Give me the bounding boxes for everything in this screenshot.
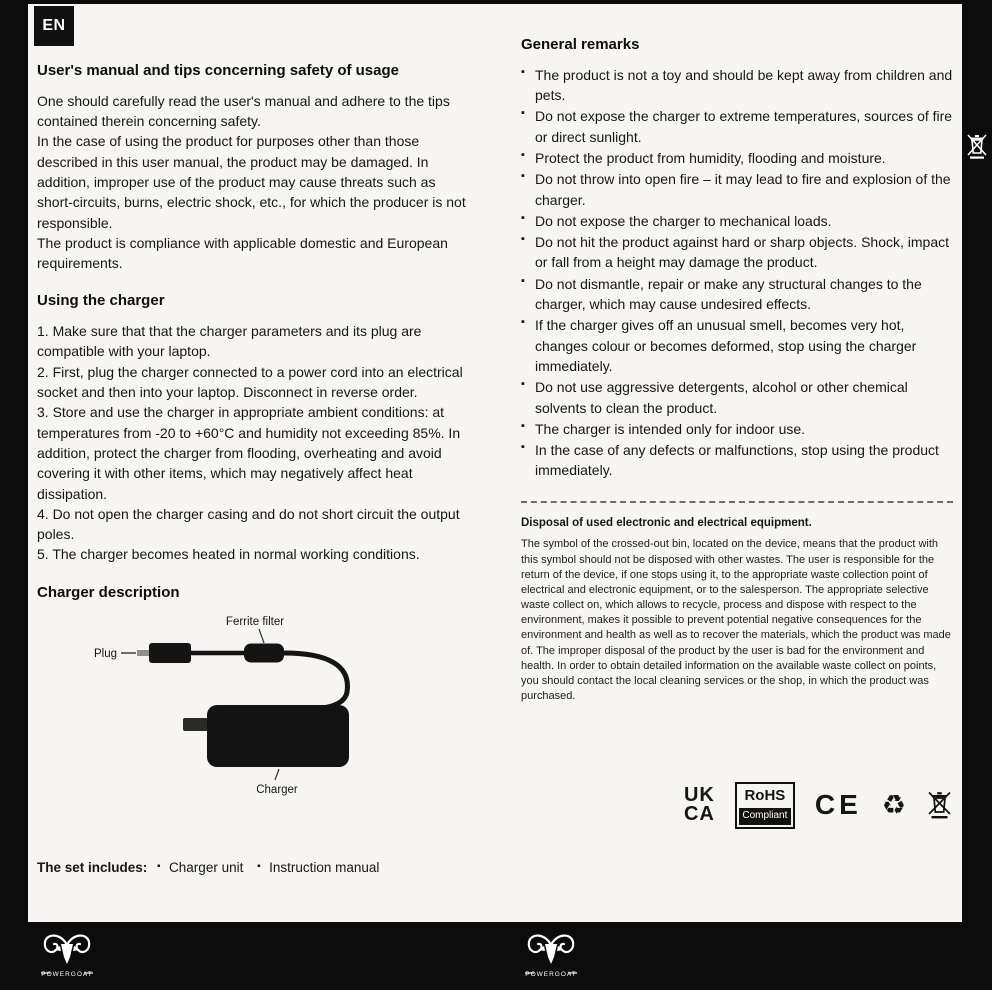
rohs-mark [735,782,795,828]
intro-paragraph: In the case of using the product for purposes other than those described in this user manual, the product may be damaged. In addition, improper use of the product may cause threats such as short-circuits, burns, electric shock, etc., for which the producer is not responsible. [37,133,466,231]
page-top-border [0,0,992,4]
set-includes-label: The set includes: [37,860,148,875]
disposal-title: Disposal of used electronic and electrical equipment. [521,516,812,529]
remark-item: ▪ Do not hit the product against hard or sharp objects. Shock, impact or fall from a height may damage the product. [521,232,953,273]
general-remarks-list [521,65,953,481]
remark-item: ▪ Do not expose the charger to extreme temperatures, sources of fire or direct sunlight. [521,106,953,147]
right-column [521,34,953,829]
compliance-marks [521,782,953,828]
remark-item: ▪ The product is not a toy and should be kept away from children and pets. [521,65,953,106]
charger-brick [207,705,349,767]
remark-item: ▪ The charger is intended only for indoor use. [521,419,953,439]
powergoat-logo [520,928,582,982]
section-title-using-charger: Using the charger [37,292,165,310]
usage-step: 5. The charger becomes heated in normal working conditions. [37,546,420,563]
charger-input-connector [183,718,209,731]
ukca-top: UK [683,784,715,807]
page-left-border [0,0,28,922]
charger-diagram [37,612,471,803]
intro-paragraph: The product is compliance with applicable domestic and European requirements. [37,234,448,272]
rohs-label: RoHS [744,787,786,805]
rohs-compliant-label: Compliant [739,808,791,825]
remark-item: ▪ Do not use aggressive detergents, alcohol or other chemical solvents to clean the product. [521,377,953,418]
ferrite-filter [244,644,284,663]
remark-item: ▪ Protect the product from humidity, flooding and moisture. [521,148,953,168]
ce-mark: CE [814,789,862,821]
plug-body [149,643,191,663]
powergoat-logo [36,928,98,982]
page-right-border [962,0,992,922]
usage-step: 2. First, plug the charger connected to a power cord into an electrical socket and then into your laptop. Disconnect in reverse order. [37,363,463,401]
usage-steps [37,321,471,565]
intro-paragraph: One should carefully read the user's manual and adhere to the tips contained therein concerning safety. [37,92,450,130]
plug-label: Plug [93,648,117,661]
set-includes-line [37,858,487,878]
set-includes-item: ▪ Instruction manual [257,860,379,875]
powergoat-wordmark: POWERGOAT [41,971,93,978]
intro-paragraphs [37,91,471,274]
recycle-icon: ♻ [881,789,906,820]
ukca-bottom: CA [683,803,715,826]
usage-step: 4. Do not open the charger casing and do not short circuit the output poles. [37,505,460,543]
remark-item: ▪ Do not throw into open fire – it may lead to fire and explosion of the charger. [521,169,953,210]
plug-tip [137,650,150,656]
usage-step: 1. Make sure that that the charger parameters and its plug are compatible with your laptop. [37,323,422,360]
left-column [37,60,471,804]
section-title-general-remarks: General remarks [521,36,640,53]
border-weee-bin-icon [965,132,989,162]
ukca-mark [684,786,715,824]
charger-label: Charger [256,784,298,797]
footer-bar [0,922,992,990]
dashed-divider [521,501,953,503]
set-includes-item: ▪ Charger unit [157,860,243,875]
remark-item: ▪ In the case of any defects or malfunctions, stop using the product immediately. [521,440,953,481]
weee-bin-icon [926,789,953,821]
remark-item: ▪ If the charger gives off an unusual smell, becomes very hot, changes colour or becomes deformed, stop using the charger immediately. [521,315,953,376]
charger-diagram-drawing [37,612,457,798]
section-title-charger-description: Charger description [37,583,180,601]
powergoat-wordmark: POWERGOAT [525,971,577,978]
section-title-usage-safety: User's manual and tips concerning safety of usage [37,62,399,79]
usage-step: 3. Store and use the charger in appropriate ambient conditions: at temperatures from -20 to +60°C and humidity not exceeding 85%. In addition, protect the charger from flooding, overheating and avoid covering it with other items, which may negatively affect heat dissipation. [37,404,461,502]
remark-item: ▪ Do not expose the charger to mechanical loads. [521,211,953,231]
language-badge: EN [34,6,74,46]
disposal-text: The symbol of the crossed-out bin, located on the device, means that the product with this symbol should not be disposed with other wastes. The user is responsible for the return of the device, if one stops using it, to the appropriate waste collection point of electrical and electronic equipment, or to the salesperson. The appropriate selective waste collect on, which allows to recycle, process and dispose with respect to the environment, makes it possible to prevent potential negative consequences for the environment and health as well as to recover the materials, which the product was made of. The improper disposal of the product by the user is bad for the environment and health. In order to obtain detailed information on the available waste collect on points, you should contact the local cleaning services or the shop, in which the product was purchased. [521,538,951,703]
ferrite-filter-label: Ferrite filter [225,616,285,629]
remark-item: ▪ Do not dismantle, repair or make any structural changes to the charger, which may cause undesired effects. [521,274,953,315]
